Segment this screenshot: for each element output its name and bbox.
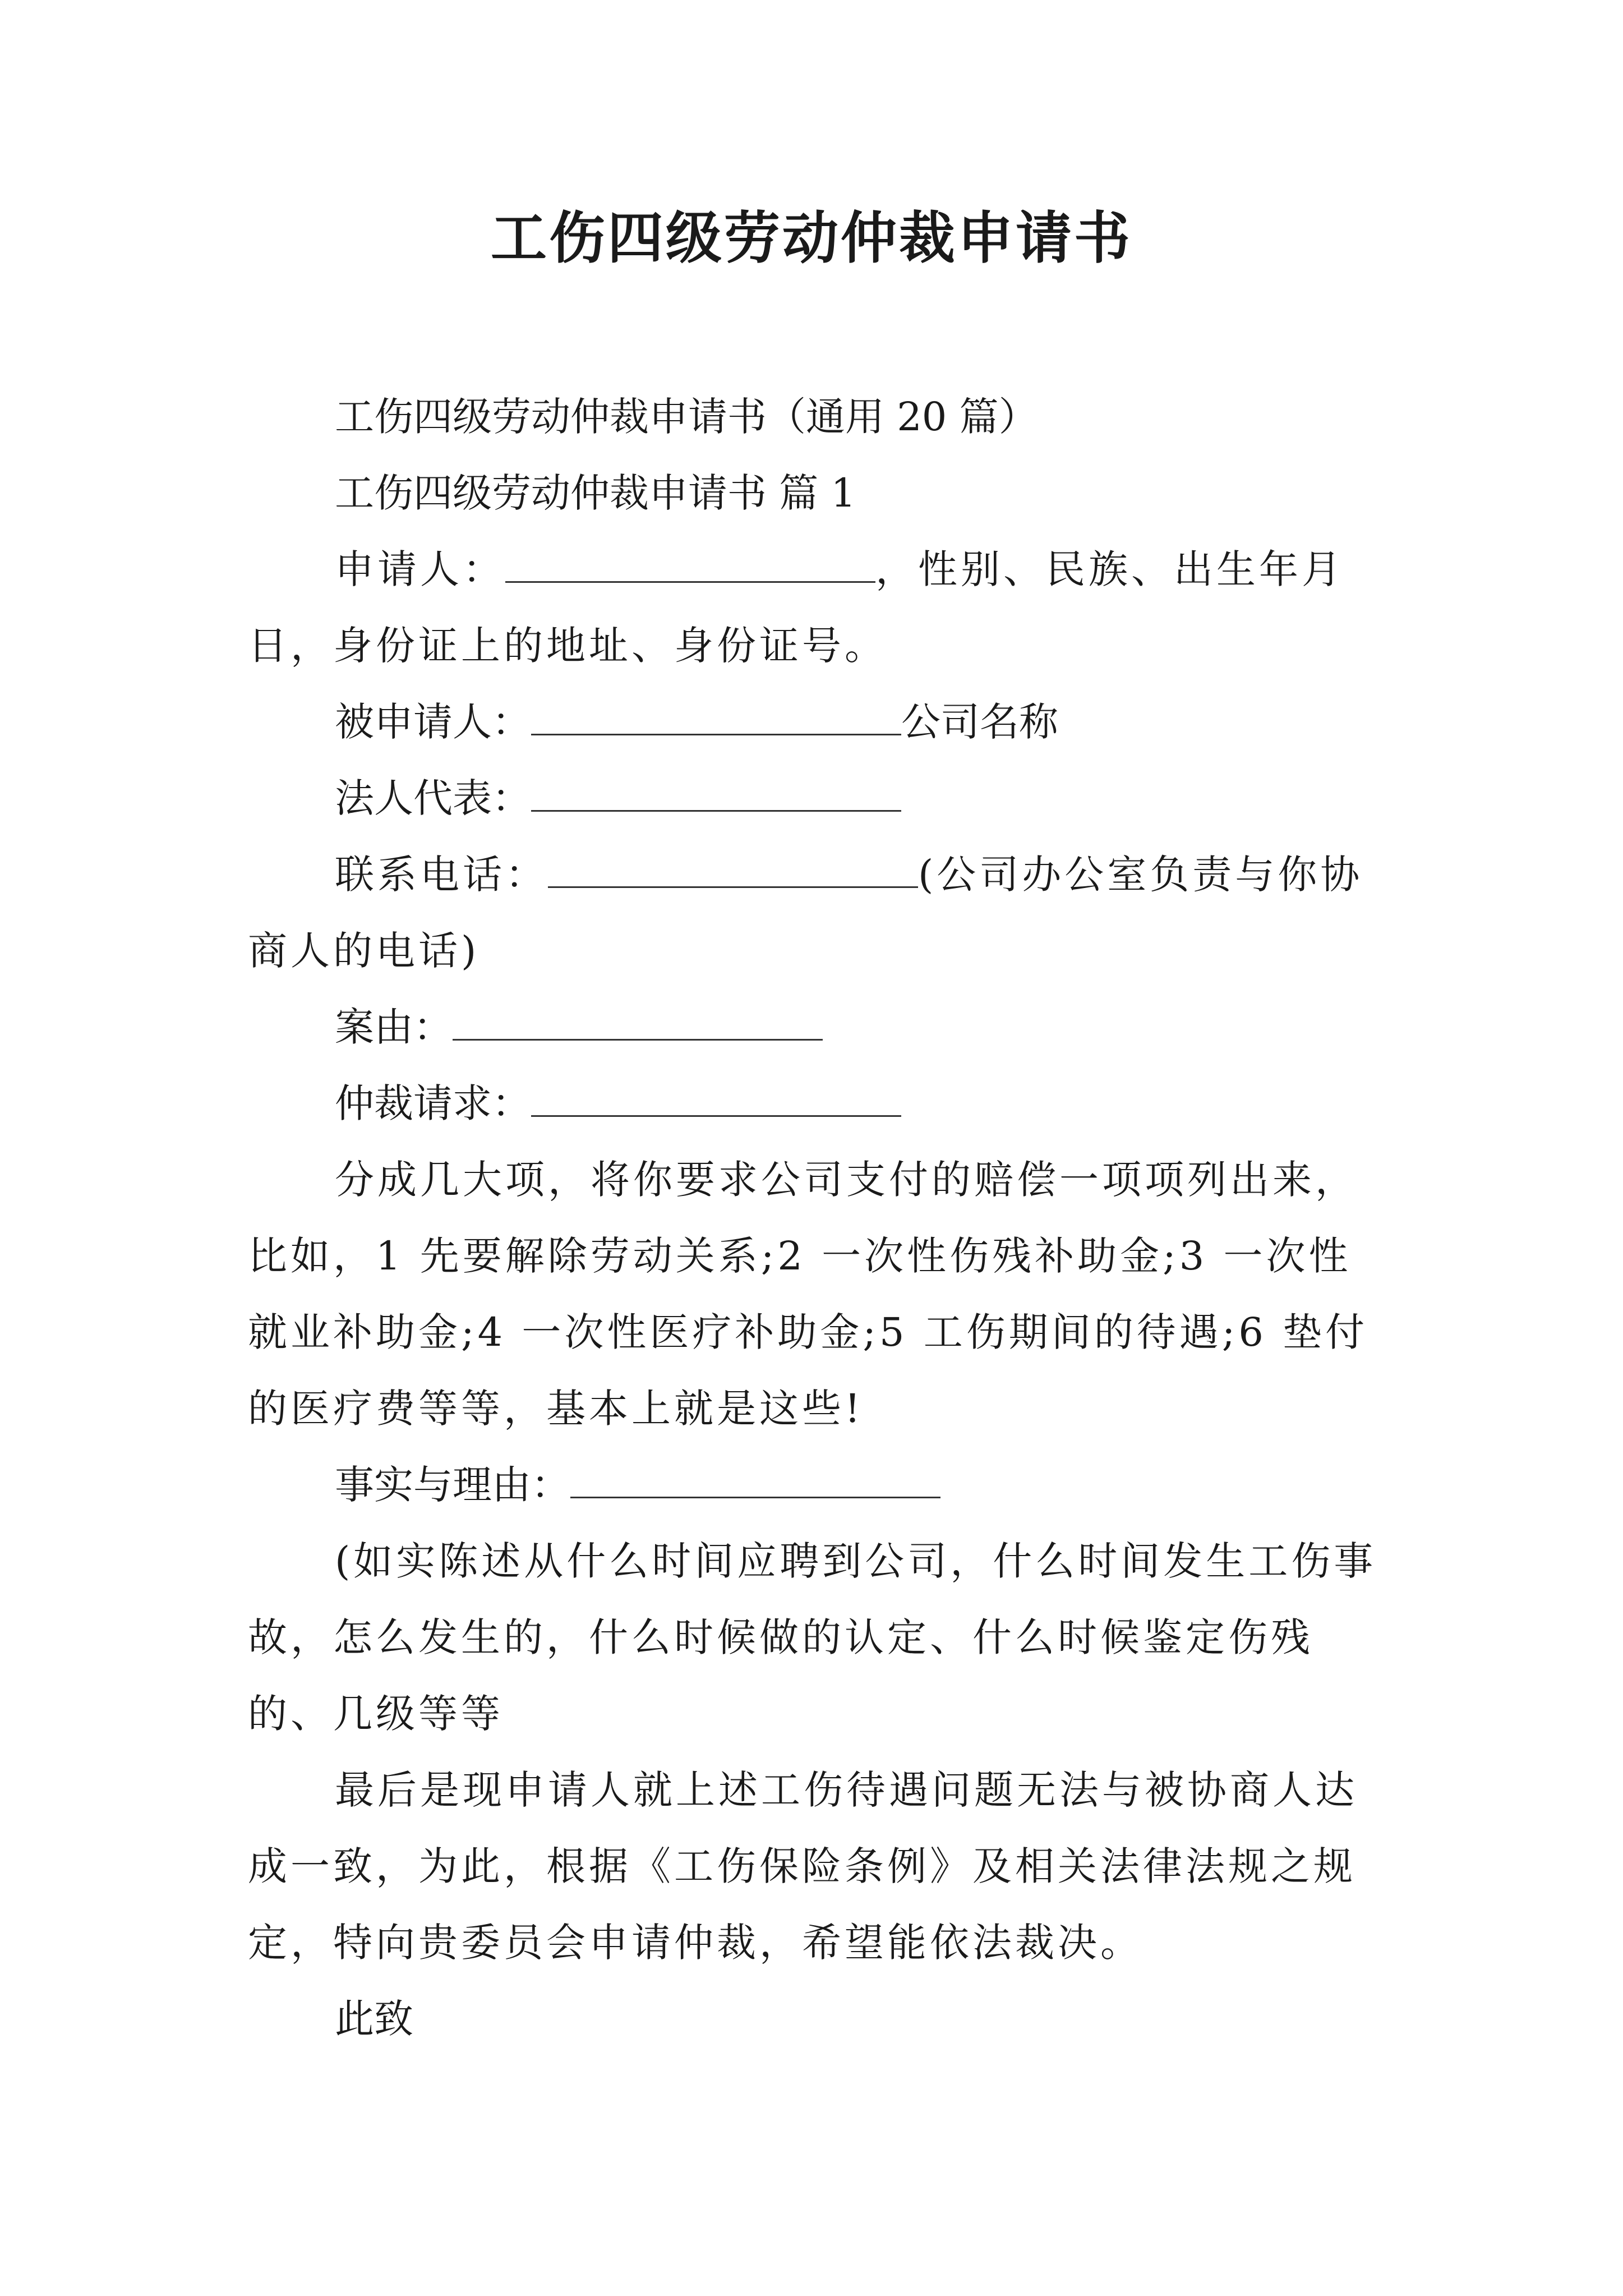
facts-line: [248, 1447, 1386, 1523]
applicant-line: [248, 531, 1386, 684]
legal-rep-blank: [531, 776, 901, 812]
applicant-details: ，性别、民族、出生年月日，身份证上的地址、身份证号。: [248, 546, 1344, 669]
respondent-blank: [531, 700, 901, 735]
subtitle-general: 工伤四级劳动仲裁申请书（通用 20 篇）: [335, 394, 1038, 440]
applicant-label: 申请人：: [335, 546, 505, 592]
document-title: 工伤四级劳动仲裁申请书: [491, 205, 1132, 271]
case-line: [248, 989, 1386, 1065]
claims-paragraph: 分成几大项，将你要求公司支付的赔偿一项项列出来，比如，1 先要解除劳动关系;2 一次性伤残补助金;3 一次性就业补助金;4 一次性医疗补助金;5 工伤期间的待遇;6 垫付的医疗费等等，基本上就是这些!: [248, 1157, 1368, 1432]
sign-off: 此致: [335, 1996, 413, 2042]
applicant-blank: [505, 547, 875, 583]
facts-paragraph: (如实陈述从什么时间应聘到公司，什么时间发生工伤事故，怎么发生的，什么时候做的认定、什么时候鉴定伤残的、几级等等: [248, 1538, 1377, 1737]
closing-paragraph: 最后是现申请人就上述工伤待遇问题无法与被协商人达成一致，为此，根据《工伤保险条例》及相关法律法规之规定，特向贵委员会申请仲裁，希望能依法裁决。: [248, 1767, 1358, 1966]
legal-rep-line: [248, 760, 1386, 836]
subtitle-section-1: 工伤四级劳动仲裁申请书 篇 1: [335, 470, 856, 516]
respondent-label: 被申请人：: [335, 699, 531, 745]
case-label: 案由：: [335, 1004, 453, 1050]
respondent-company: 公司名称: [901, 699, 1058, 745]
phone-blank: [548, 853, 918, 888]
phone-line: [248, 836, 1386, 989]
phone-note: (公司办公室负责与你协商人的电话): [248, 852, 1363, 974]
document-body: [248, 379, 1386, 2057]
phone-label: 联系电话：: [335, 852, 548, 898]
claim-line: [248, 1065, 1386, 1142]
claim-label: 仲裁请求：: [335, 1080, 531, 1126]
respondent-line: [248, 684, 1386, 760]
case-blank: [453, 1005, 823, 1041]
facts-label: 事实与理由：: [335, 1462, 570, 1508]
legal-rep-label: 法人代表：: [335, 775, 531, 821]
facts-blank: [570, 1463, 940, 1498]
claim-blank: [531, 1082, 901, 1117]
